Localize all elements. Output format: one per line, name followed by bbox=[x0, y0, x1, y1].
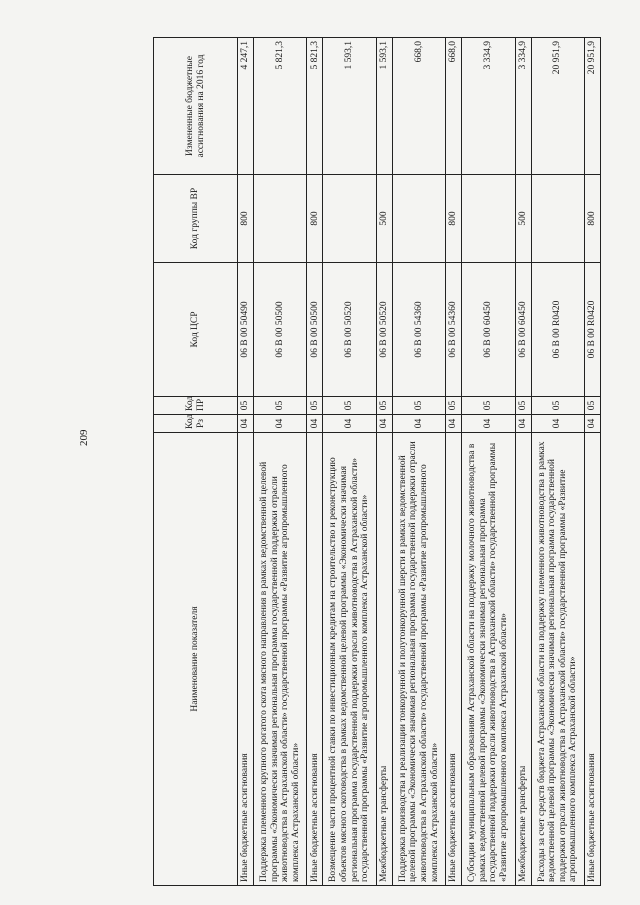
table-row bbox=[446, 38, 462, 886]
table-row bbox=[323, 38, 376, 886]
cell-pr: 05 bbox=[307, 397, 323, 415]
table-row bbox=[531, 38, 584, 886]
table-row bbox=[307, 38, 323, 886]
cell-pr: 05 bbox=[462, 397, 515, 415]
cell-vr: 800 bbox=[584, 175, 600, 263]
header-name: Наименование показателя bbox=[154, 433, 238, 886]
cell-sum: 20 951,9 bbox=[531, 38, 584, 175]
cell-pr: 05 bbox=[446, 397, 462, 415]
table-row bbox=[392, 38, 445, 886]
cell-csr: 06 В 00 60450 bbox=[515, 263, 531, 397]
cell-sum: 5 821,3 bbox=[307, 38, 323, 175]
cell-pr: 05 bbox=[515, 397, 531, 415]
page-number: 209 bbox=[78, 429, 90, 446]
cell-pr: 05 bbox=[392, 397, 445, 415]
cell-name: Иные бюджетные ассигнования bbox=[446, 433, 462, 886]
cell-name: Расходы за счет средств бюджета Астраханской области на поддержку племенного животноводства в рамках ведомственной целевой программы «Экономически значимая региональная программа государственной поддержки отрасли животноводства в Астраханской области» государственной программы «Развитие агропромышленного комплекса Астраханской области» bbox=[531, 433, 584, 886]
cell-pr: 05 bbox=[531, 397, 584, 415]
cell-sum: 1 593,1 bbox=[323, 38, 376, 175]
cell-csr: 06 В 00 R0420 bbox=[531, 263, 584, 397]
cell-csr: 06 В 00 50490 bbox=[238, 263, 254, 397]
table-header-row bbox=[154, 38, 238, 886]
cell-rz: 04 bbox=[515, 415, 531, 433]
table-row bbox=[238, 38, 254, 886]
cell-rz: 04 bbox=[462, 415, 515, 433]
cell-vr bbox=[462, 175, 515, 263]
cell-vr: 800 bbox=[238, 175, 254, 263]
cell-rz: 04 bbox=[392, 415, 445, 433]
cell-vr bbox=[392, 175, 445, 263]
cell-csr: 06 В 00 54360 bbox=[446, 263, 462, 397]
cell-sum: 3 334,9 bbox=[515, 38, 531, 175]
cell-vr bbox=[531, 175, 584, 263]
cell-csr: 06 В 00 50500 bbox=[253, 263, 306, 397]
cell-rz: 04 bbox=[307, 415, 323, 433]
cell-rz: 04 bbox=[323, 415, 376, 433]
cell-sum: 1 593,1 bbox=[376, 38, 392, 175]
header-vr: Код группы ВР bbox=[154, 175, 238, 263]
cell-name: Межбюджетные трансферты bbox=[515, 433, 531, 886]
cell-name: Субсидии муниципальным образованиям Астраханской области на поддержку молочного животноводства в рамках ведомственной целевой программы «Экономически значимая региональная программа государственной поддержки отрасли животноводства в Астраханской области» государственной программы «Развитие агропромышленного комплекса Астраханской области» bbox=[462, 433, 515, 886]
header-pr: Код ПР bbox=[154, 397, 238, 415]
cell-rz: 04 bbox=[446, 415, 462, 433]
cell-name: Возмещение части процентной ставки по инвестиционным кредитам на строительство и реконструкцию объектов мясного скотоводства в рамках ведомственной целевой программы «Экономически значимая региональная программа государственной поддержки отрасли животноводства в Астраханской области» государственной программы «Развитие агропромышленного комплекса Астраханской области» bbox=[323, 433, 376, 886]
cell-sum: 668,0 bbox=[392, 38, 445, 175]
cell-csr: 06 В 00 50500 bbox=[307, 263, 323, 397]
budget-table bbox=[153, 37, 601, 886]
cell-rz: 04 bbox=[376, 415, 392, 433]
cell-name: Иные бюджетные ассигнования bbox=[584, 433, 600, 886]
table-row bbox=[462, 38, 515, 886]
cell-pr: 05 bbox=[253, 397, 306, 415]
cell-sum: 3 334,9 bbox=[462, 38, 515, 175]
cell-csr: 06 В 00 R0420 bbox=[584, 263, 600, 397]
cell-name: Иные бюджетные ассигнования bbox=[238, 433, 254, 886]
cell-rz: 04 bbox=[531, 415, 584, 433]
cell-rz: 04 bbox=[253, 415, 306, 433]
header-csr: Код ЦСР bbox=[154, 263, 238, 397]
cell-csr: 06 В 00 60450 bbox=[462, 263, 515, 397]
header-sum: Измененные бюджетные ассигнования на 2016 год bbox=[154, 38, 238, 175]
cell-vr: 800 bbox=[446, 175, 462, 263]
cell-name: Поддержка племенного крупного рогатого скота мясного направления в рамках ведомственной целевой программы «Экономически значимая региональная программа государственной поддержки отрасли животноводства в Астраханской области» государственной программы «Развитие агропромышленного комплекса Астраханской области» bbox=[253, 433, 306, 886]
cell-vr: 500 bbox=[376, 175, 392, 263]
cell-sum: 20 951,9 bbox=[584, 38, 600, 175]
table-row bbox=[584, 38, 600, 886]
cell-rz: 04 bbox=[238, 415, 254, 433]
cell-vr: 500 bbox=[515, 175, 531, 263]
cell-pr: 05 bbox=[376, 397, 392, 415]
table-row bbox=[253, 38, 306, 886]
cell-name: Поддержка производства и реализации тонкорунной и полутонкорунной шерсти в рамках ведомственной целевой программы «Экономически значимая региональная программа государственной поддержки отрасли животноводства в Астраханской области» государственной программы «Развитие агропромышленного комплекса Астраханской области» bbox=[392, 433, 445, 886]
cell-sum: 4 247,1 bbox=[238, 38, 254, 175]
rotated-table-wrapper bbox=[153, 38, 601, 886]
cell-vr: 800 bbox=[307, 175, 323, 263]
cell-pr: 05 bbox=[238, 397, 254, 415]
cell-csr: 06 В 00 50520 bbox=[323, 263, 376, 397]
cell-name: Иные бюджетные ассигнования bbox=[307, 433, 323, 886]
cell-pr: 05 bbox=[584, 397, 600, 415]
table-row bbox=[515, 38, 531, 886]
header-rz: Код Рз bbox=[154, 415, 238, 433]
cell-vr bbox=[253, 175, 306, 263]
cell-csr: 06 В 00 50520 bbox=[376, 263, 392, 397]
table-row bbox=[376, 38, 392, 886]
cell-vr bbox=[323, 175, 376, 263]
cell-rz: 04 bbox=[584, 415, 600, 433]
cell-csr: 06 В 00 54360 bbox=[392, 263, 445, 397]
cell-sum: 5 821,3 bbox=[253, 38, 306, 175]
cell-name: Межбюджетные трансферты bbox=[376, 433, 392, 886]
cell-pr: 05 bbox=[323, 397, 376, 415]
cell-sum: 668,0 bbox=[446, 38, 462, 175]
